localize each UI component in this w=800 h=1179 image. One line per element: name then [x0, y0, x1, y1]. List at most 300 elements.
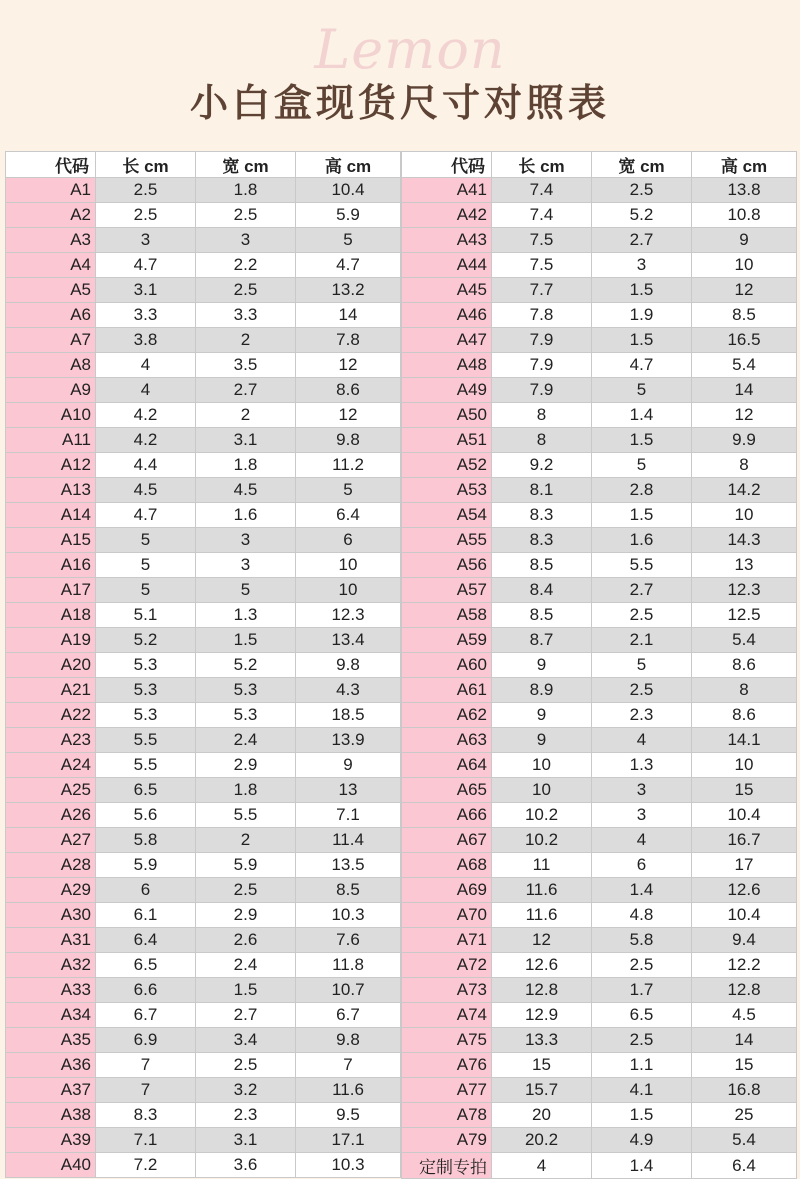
cell-width: 1.6 [196, 503, 296, 528]
cell-code: A40 [6, 1153, 96, 1178]
cell-length: 12.6 [492, 953, 592, 978]
cell-code: A65 [402, 778, 492, 803]
cell-code: A45 [402, 278, 492, 303]
cell-width: 2.8 [592, 478, 692, 503]
table-row [6, 553, 401, 578]
cell-length: 7.7 [492, 278, 592, 303]
cell-width: 6 [592, 853, 692, 878]
cell-length: 8.4 [492, 578, 592, 603]
size-table-left [5, 151, 401, 1178]
cell-width: 2.5 [592, 603, 692, 628]
cell-length: 2.5 [96, 203, 196, 228]
cell-height: 9 [692, 228, 797, 253]
cell-length: 4.2 [96, 428, 196, 453]
cell-height: 10 [296, 578, 401, 603]
cell-width: 4.7 [592, 353, 692, 378]
cell-code: A32 [6, 953, 96, 978]
cell-width: 1.1 [592, 1053, 692, 1078]
cell-length: 12.9 [492, 1003, 592, 1028]
table-row [6, 253, 401, 278]
cell-width: 2.9 [196, 903, 296, 928]
cell-width: 3 [196, 553, 296, 578]
cell-height: 14.1 [692, 728, 797, 753]
table-row [402, 828, 797, 853]
cell-length: 7.9 [492, 378, 592, 403]
header-length: 长 cm [96, 152, 196, 178]
cell-width: 5.5 [196, 803, 296, 828]
table-row [402, 703, 797, 728]
cell-height: 12.2 [692, 953, 797, 978]
cell-width: 5 [592, 653, 692, 678]
table-row [402, 528, 797, 553]
cell-width: 2.7 [592, 578, 692, 603]
cell-length: 7.4 [492, 178, 592, 203]
cell-code: A13 [6, 478, 96, 503]
cell-width: 2 [196, 403, 296, 428]
table-row [6, 728, 401, 753]
table-row [6, 878, 401, 903]
table-row [6, 378, 401, 403]
table-row [6, 978, 401, 1003]
cell-code: A1 [6, 178, 96, 203]
cell-code: A24 [6, 753, 96, 778]
table-row [6, 303, 401, 328]
cell-height: 10.4 [296, 178, 401, 203]
cell-height: 12 [296, 353, 401, 378]
cell-code: A26 [6, 803, 96, 828]
table-row [402, 978, 797, 1003]
cell-width: 2.9 [196, 753, 296, 778]
cell-code: A35 [6, 1028, 96, 1053]
cell-width: 2.4 [196, 953, 296, 978]
cell-height: 6.4 [692, 1153, 797, 1179]
table-row [6, 1003, 401, 1028]
cell-length: 5 [96, 578, 196, 603]
cell-width: 3.5 [196, 353, 296, 378]
table-row [6, 928, 401, 953]
table-row [402, 453, 797, 478]
cell-length: 6.7 [96, 1003, 196, 1028]
table-row [6, 328, 401, 353]
cell-height: 10.3 [296, 903, 401, 928]
cell-height: 5 [296, 478, 401, 503]
table-row [402, 803, 797, 828]
cell-width: 2.5 [196, 1053, 296, 1078]
cell-width: 1.8 [196, 453, 296, 478]
cell-length: 4 [492, 1153, 592, 1179]
cell-width: 5 [592, 453, 692, 478]
cell-code: A25 [6, 778, 96, 803]
cell-width: 1.8 [196, 178, 296, 203]
cell-height: 10.4 [692, 803, 797, 828]
cell-code: A77 [402, 1078, 492, 1103]
table-row [402, 1153, 797, 1179]
cell-code: A9 [6, 378, 96, 403]
cell-width: 2.1 [592, 628, 692, 653]
cell-width: 2.6 [196, 928, 296, 953]
cell-code: A46 [402, 303, 492, 328]
cell-code: 定制专拍 [402, 1153, 492, 1179]
cell-code: A49 [402, 378, 492, 403]
cell-width: 1.5 [592, 278, 692, 303]
table-row [402, 1103, 797, 1128]
table-row [6, 703, 401, 728]
cell-width: 1.7 [592, 978, 692, 1003]
cell-width: 5.2 [196, 653, 296, 678]
cell-height: 5.9 [296, 203, 401, 228]
cell-length: 8.5 [492, 603, 592, 628]
cell-height: 11.4 [296, 828, 401, 853]
cell-code: A50 [402, 403, 492, 428]
cell-code: A18 [6, 603, 96, 628]
cell-length: 4.7 [96, 253, 196, 278]
cell-code: A8 [6, 353, 96, 378]
cell-width: 5.8 [592, 928, 692, 953]
cell-length: 10.2 [492, 828, 592, 853]
cell-width: 1.4 [592, 878, 692, 903]
cell-width: 2.5 [196, 878, 296, 903]
cell-code: A31 [6, 928, 96, 953]
cell-width: 2.7 [592, 228, 692, 253]
cell-code: A19 [6, 628, 96, 653]
cell-code: A43 [402, 228, 492, 253]
cell-code: A67 [402, 828, 492, 853]
cell-height: 14.2 [692, 478, 797, 503]
cell-length: 8.1 [492, 478, 592, 503]
cell-length: 7.4 [492, 203, 592, 228]
cell-length: 5.3 [96, 653, 196, 678]
cell-length: 5.5 [96, 728, 196, 753]
cell-length: 8.5 [492, 553, 592, 578]
cell-code: A20 [6, 653, 96, 678]
cell-width: 2.4 [196, 728, 296, 753]
table-row [6, 478, 401, 503]
cell-length: 7.9 [492, 353, 592, 378]
cell-width: 5.5 [592, 553, 692, 578]
table-row [6, 403, 401, 428]
cell-code: A37 [6, 1078, 96, 1103]
cell-height: 12 [692, 403, 797, 428]
cell-code: A17 [6, 578, 96, 603]
table-row [402, 328, 797, 353]
table-row [6, 753, 401, 778]
cell-length: 8.9 [492, 678, 592, 703]
cell-length: 6.1 [96, 903, 196, 928]
cell-length: 6.6 [96, 978, 196, 1003]
table-row [6, 178, 401, 203]
cell-length: 7.5 [492, 228, 592, 253]
table-row [402, 753, 797, 778]
header-height: 高 cm [692, 152, 797, 178]
cell-width: 5 [592, 378, 692, 403]
cell-length: 10 [492, 778, 592, 803]
cell-length: 6.9 [96, 1028, 196, 1053]
cell-length: 5 [96, 553, 196, 578]
table-row [402, 1128, 797, 1153]
cell-height: 11.6 [296, 1078, 401, 1103]
cell-code: A51 [402, 428, 492, 453]
cell-height: 6 [296, 528, 401, 553]
cell-code: A66 [402, 803, 492, 828]
table-row [6, 803, 401, 828]
table-row [402, 203, 797, 228]
cell-length: 7.9 [492, 328, 592, 353]
cell-code: A3 [6, 228, 96, 253]
cell-length: 6.4 [96, 928, 196, 953]
cell-width: 2.7 [196, 378, 296, 403]
cell-code: A62 [402, 703, 492, 728]
cell-length: 7 [96, 1078, 196, 1103]
cell-length: 20.2 [492, 1128, 592, 1153]
cell-code: A27 [6, 828, 96, 853]
cell-length: 8.3 [492, 528, 592, 553]
cell-width: 3.1 [196, 428, 296, 453]
cell-length: 13.3 [492, 1028, 592, 1053]
cell-width: 3 [196, 528, 296, 553]
table-row [402, 903, 797, 928]
cell-width: 1.8 [196, 778, 296, 803]
cell-length: 15 [492, 1053, 592, 1078]
cell-length: 10.2 [492, 803, 592, 828]
cell-width: 6.5 [592, 1003, 692, 1028]
table-row [6, 278, 401, 303]
cell-length: 8.3 [96, 1103, 196, 1128]
table-row [402, 1078, 797, 1103]
cell-height: 12.5 [692, 603, 797, 628]
cell-height: 8.6 [692, 653, 797, 678]
cell-code: A11 [6, 428, 96, 453]
table-row [402, 553, 797, 578]
cell-height: 18.5 [296, 703, 401, 728]
cell-height: 13.9 [296, 728, 401, 753]
cell-length: 12.8 [492, 978, 592, 1003]
table-row [6, 528, 401, 553]
cell-length: 7.2 [96, 1153, 196, 1178]
table-row [402, 578, 797, 603]
cell-width: 2.2 [196, 253, 296, 278]
cell-length: 7.1 [96, 1128, 196, 1153]
cell-height: 13 [296, 778, 401, 803]
cell-code: A75 [402, 1028, 492, 1053]
header-row [402, 152, 797, 178]
cell-height: 13.5 [296, 853, 401, 878]
cell-width: 2.5 [592, 953, 692, 978]
cell-height: 12.8 [692, 978, 797, 1003]
table-row [6, 228, 401, 253]
cell-width: 3 [592, 803, 692, 828]
cell-width: 1.6 [592, 528, 692, 553]
cell-length: 4.5 [96, 478, 196, 503]
table-row [402, 278, 797, 303]
cell-height: 15 [692, 1053, 797, 1078]
cell-length: 7.5 [492, 253, 592, 278]
table-row [6, 778, 401, 803]
table-row [402, 1028, 797, 1053]
cell-code: A34 [6, 1003, 96, 1028]
table-row [402, 1053, 797, 1078]
cell-length: 4.4 [96, 453, 196, 478]
cell-length: 3.1 [96, 278, 196, 303]
cell-code: A63 [402, 728, 492, 753]
cell-length: 5.2 [96, 628, 196, 653]
cell-height: 11.8 [296, 953, 401, 978]
cell-width: 2.5 [592, 678, 692, 703]
cell-height: 11.2 [296, 453, 401, 478]
cell-height: 9.8 [296, 653, 401, 678]
table-row [6, 603, 401, 628]
cell-height: 9.5 [296, 1103, 401, 1128]
cell-length: 10 [492, 753, 592, 778]
cell-code: A61 [402, 678, 492, 703]
table-row [402, 728, 797, 753]
cell-length: 6.5 [96, 953, 196, 978]
table-row [402, 628, 797, 653]
table-row [6, 1103, 401, 1128]
table-row [402, 1003, 797, 1028]
cell-width: 4.1 [592, 1078, 692, 1103]
cell-height: 16.7 [692, 828, 797, 853]
cell-width: 3.2 [196, 1078, 296, 1103]
cell-length: 5.3 [96, 678, 196, 703]
cell-width: 1.5 [592, 1103, 692, 1128]
cell-length: 9 [492, 653, 592, 678]
cell-length: 4 [96, 378, 196, 403]
cell-code: A72 [402, 953, 492, 978]
cell-code: A74 [402, 1003, 492, 1028]
cell-width: 2.5 [592, 1028, 692, 1053]
cell-code: A42 [402, 203, 492, 228]
cell-width: 3 [592, 778, 692, 803]
cell-height: 14 [692, 378, 797, 403]
cell-length: 4.2 [96, 403, 196, 428]
cell-code: A76 [402, 1053, 492, 1078]
cell-length: 5.6 [96, 803, 196, 828]
cell-width: 4.5 [196, 478, 296, 503]
cell-length: 11.6 [492, 878, 592, 903]
cell-length: 4 [96, 353, 196, 378]
table-row [6, 1128, 401, 1153]
cell-width: 1.4 [592, 1153, 692, 1179]
cell-height: 12.6 [692, 878, 797, 903]
cell-width: 1.5 [196, 628, 296, 653]
cell-height: 8.6 [692, 703, 797, 728]
table-row [6, 453, 401, 478]
cell-length: 2.5 [96, 178, 196, 203]
cell-length: 6 [96, 878, 196, 903]
cell-code: A59 [402, 628, 492, 653]
cell-code: A56 [402, 553, 492, 578]
cell-height: 9.8 [296, 1028, 401, 1053]
cell-code: A29 [6, 878, 96, 903]
cell-length: 5.8 [96, 828, 196, 853]
table-row [6, 1078, 401, 1103]
cell-length: 7.8 [492, 303, 592, 328]
cell-code: A33 [6, 978, 96, 1003]
table-row [402, 478, 797, 503]
table-row [6, 1053, 401, 1078]
cell-height: 13 [692, 553, 797, 578]
cell-code: A2 [6, 203, 96, 228]
cell-height: 15 [692, 778, 797, 803]
cell-height: 9.9 [692, 428, 797, 453]
cell-height: 10.7 [296, 978, 401, 1003]
table-row [402, 653, 797, 678]
cell-height: 12.3 [692, 578, 797, 603]
cell-code: A38 [6, 1103, 96, 1128]
cell-width: 5.2 [592, 203, 692, 228]
table-row [6, 578, 401, 603]
cell-length: 6.5 [96, 778, 196, 803]
cell-height: 10 [692, 253, 797, 278]
cell-length: 9.2 [492, 453, 592, 478]
header-row [6, 152, 401, 178]
cell-height: 14 [692, 1028, 797, 1053]
cell-height: 4.7 [296, 253, 401, 278]
cell-length: 5 [96, 528, 196, 553]
cell-width: 3.1 [196, 1128, 296, 1153]
cell-length: 9 [492, 703, 592, 728]
cell-length: 11 [492, 853, 592, 878]
cell-height: 7.6 [296, 928, 401, 953]
cell-height: 4.3 [296, 678, 401, 703]
cell-code: A70 [402, 903, 492, 928]
cell-height: 9.4 [692, 928, 797, 953]
table-row [402, 503, 797, 528]
cell-code: A71 [402, 928, 492, 953]
cell-height: 13.2 [296, 278, 401, 303]
cell-width: 3.6 [196, 1153, 296, 1178]
cell-height: 6.4 [296, 503, 401, 528]
cell-code: A36 [6, 1053, 96, 1078]
cell-width: 1.5 [592, 328, 692, 353]
cell-width: 4 [592, 828, 692, 853]
cell-code: A47 [402, 328, 492, 353]
table-row [6, 503, 401, 528]
cell-height: 5.4 [692, 353, 797, 378]
table-row [6, 203, 401, 228]
cell-length: 3.3 [96, 303, 196, 328]
cell-width: 5 [196, 578, 296, 603]
cell-width: 5.3 [196, 678, 296, 703]
cell-width: 3.4 [196, 1028, 296, 1053]
cell-code: A60 [402, 653, 492, 678]
size-tables [5, 151, 795, 1177]
cell-length: 20 [492, 1103, 592, 1128]
cell-height: 5.4 [692, 628, 797, 653]
cell-code: A28 [6, 853, 96, 878]
cell-code: A73 [402, 978, 492, 1003]
cell-width: 1.9 [592, 303, 692, 328]
table-row [6, 353, 401, 378]
cell-length: 8 [492, 428, 592, 453]
cell-height: 9.8 [296, 428, 401, 453]
cell-width: 1.3 [592, 753, 692, 778]
cell-height: 17.1 [296, 1128, 401, 1153]
cell-width: 2 [196, 328, 296, 353]
cell-length: 4.7 [96, 503, 196, 528]
cell-code: A15 [6, 528, 96, 553]
cell-code: A10 [6, 403, 96, 428]
page-header [0, 0, 800, 150]
cell-code: A39 [6, 1128, 96, 1153]
header-code: 代码 [6, 152, 96, 178]
cell-code: A48 [402, 353, 492, 378]
cell-width: 1.4 [592, 403, 692, 428]
cell-length: 8.3 [492, 503, 592, 528]
cell-height: 5 [296, 228, 401, 253]
table-row [402, 878, 797, 903]
table-row [6, 628, 401, 653]
